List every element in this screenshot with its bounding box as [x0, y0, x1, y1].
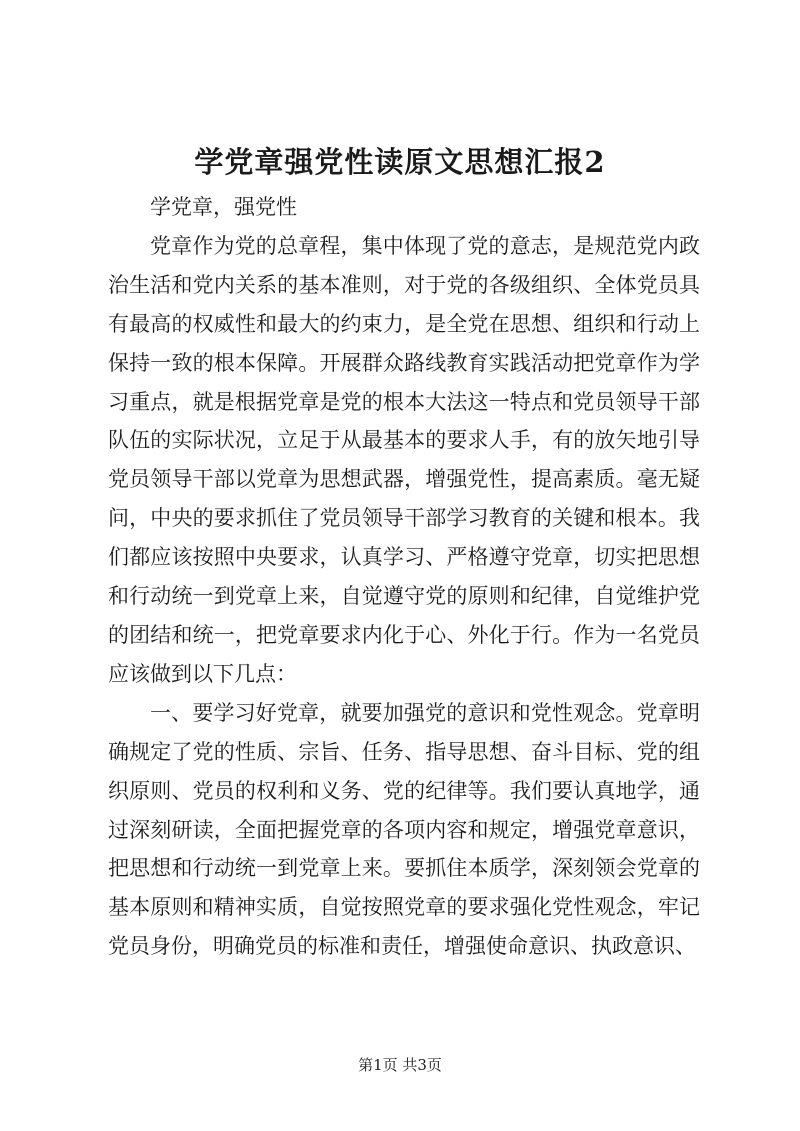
page-footer: 第1页 共3页 — [358, 1056, 442, 1074]
document-body — [108, 188, 700, 966]
paragraph: 一、要学习好党章，就要加强党的意识和党性观念。党章明确规定了党的性质、宗旨、任务、指导思想、奋斗目标、党的组织原则、党员的权利和义务、党的纪律等。我们要认真地学，通过深刻研读，全面把握党章的各项内容和规定，增强党章意识，把思想和行动统一到党章上来。要抓住本质学，深刻领会党章的基本原则和精神实质，自觉按照党章的要求强化党性观念，牢记党员身份，明确党员的标准和责任，增强使命意识、执政意识、 — [108, 700, 700, 959]
paragraph: 党章作为党的总章程，集中体现了党的意志，是规范党内政治生活和党内关系的基本准则，对于党的各级组织、全体党员具有最高的权威性和最大的约束力，是全党在思想、组织和行动上保持一致的根本保障。开展群众路线教育实践活动把党章作为学习重点，就是根据党章是党的根本大法这一特点和党员领导干部队伍的实际状况，立足于从最基本的要求人手，有的放矢地引导党员领导干部以党章为思想武器，增强党性，提高素质。毫无疑问，中央的要求抓住了党员领导干部学习教育的关键和根本。我们都应该按照中央要求，认真学习、严格遵守党章，切实把思想和行动统一到党章上来，自觉遵守党的原则和纪律，自觉维护党的团结和统一，把党章要求内化于心、外化于行。作为一名党员应该做到以下几点： — [108, 233, 700, 686]
paragraph-heading: 学党章，强党性 — [150, 195, 297, 219]
document-title: 学党章强党性读原文思想汇报2 — [194, 145, 606, 179]
